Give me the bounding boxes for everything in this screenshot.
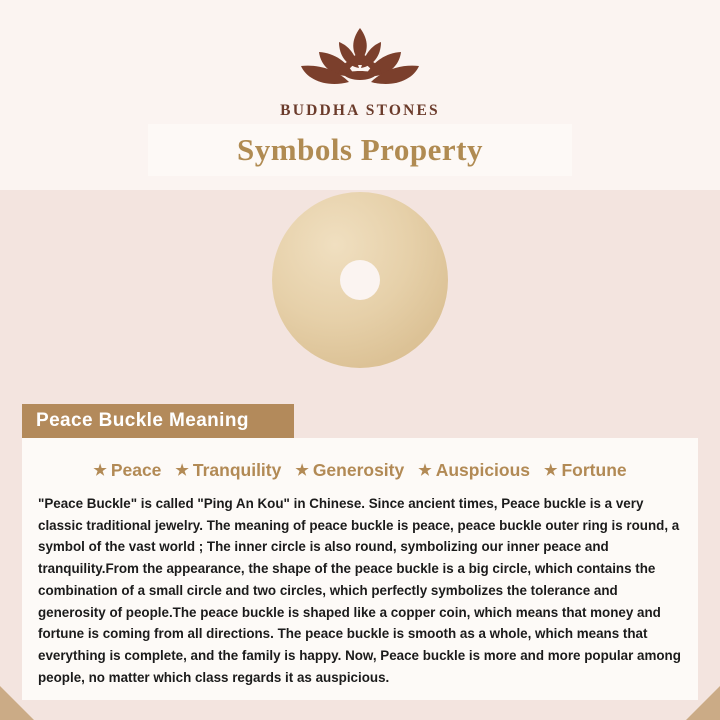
star-icon: ★ xyxy=(418,462,432,479)
brand-block xyxy=(0,22,720,120)
peace-buckle-hole xyxy=(340,260,380,300)
peace-buckle-disc xyxy=(272,192,448,368)
page-title xyxy=(148,124,572,176)
keyword-item xyxy=(418,460,530,481)
lotus-meditation-icon xyxy=(285,22,435,100)
description-text: "Peace Buckle" is called "Ping An Kou" in Chinese. Since ancient times, Peace buckle is a very classic traditional jewelry. The meaning of peace buckle is peace, peace buckle outer ring is round, a symbol of the vast world ; The inner circle is also round, symbolizing our inner peace and tranquility.From the appearance, the shape of the peace buckle is a big circle, which contains the combination of a small circle and two circles, which perfectly symbolizes the tolerance and generosity of people.The peace buckle is shaped like a copper coin, which means that money and fortune is coming from all directions. The peace buckle is smooth as a whole, which means that everything is complete, and the family is happy. Now, Peace buckle is more and more popular among people, no matter which class regards it as auspicious. xyxy=(38,496,681,685)
keyword-label: Auspicious xyxy=(435,460,531,480)
section-banner-label: Peace Buckle Meaning xyxy=(36,410,249,431)
keyword-label: Generosity xyxy=(312,460,405,480)
keyword-label: Tranquility xyxy=(192,460,282,480)
star-icon: ★ xyxy=(295,462,309,479)
star-icon: ★ xyxy=(93,462,107,479)
keyword-item xyxy=(544,460,627,481)
keyword-item xyxy=(175,460,281,481)
keyword-list xyxy=(36,460,684,481)
page-title-text: Symbols Property xyxy=(237,132,483,167)
description-panel xyxy=(22,438,698,700)
keyword-item xyxy=(295,460,404,481)
brand-name: BUDDHA STONES xyxy=(280,102,440,119)
keyword-label: Fortune xyxy=(561,460,627,480)
keyword-item xyxy=(93,460,161,481)
star-icon: ★ xyxy=(175,462,189,479)
section-banner xyxy=(22,404,294,438)
keyword-label: Peace xyxy=(110,460,162,480)
star-icon: ★ xyxy=(544,462,558,479)
